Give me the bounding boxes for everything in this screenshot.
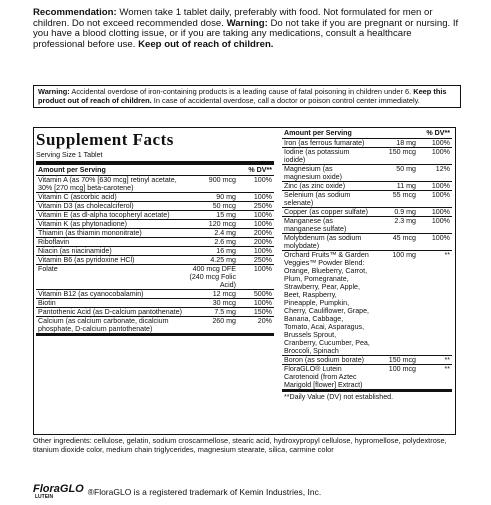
nutrient-dv: ** [444, 356, 450, 364]
nutrient-amount: 400 mcg DFE (240 mcg Folic Acid) [189, 265, 236, 289]
nutrient-name: Iodine (as potassium iodide) [284, 148, 350, 164]
nutrient-row [282, 148, 452, 165]
facts-left-column [36, 128, 274, 336]
nutrient-amount: 0.9 mg [394, 208, 416, 216]
nutrient-row [36, 238, 274, 247]
nutrient-dv: ** [444, 365, 450, 373]
nutrient-name: Selenium (as sodium selenate) [284, 191, 351, 207]
nutrient-amount: 900 mcg [208, 176, 236, 184]
nutrient-amount: 15 mg [216, 211, 236, 219]
nutrient-name: Pantothenic Acid (as D-calcium pantothenate) [38, 308, 182, 316]
nutrient-amount: 100 mcg [388, 365, 416, 373]
amount-header-right: Amount per Serving [284, 129, 352, 137]
nutrient-row [36, 202, 274, 211]
nutrient-dv: 100% [253, 265, 272, 273]
nutrient-dv: 100% [431, 191, 450, 199]
recommendation-text [33, 8, 461, 50]
nutrient-row [36, 317, 274, 336]
nutrient-dv: 12% [435, 165, 450, 173]
trademark-notice: ®FloraGLO is a registered trademark of Kemin Industries, Inc. [87, 486, 322, 497]
nutrient-name: Vitamin K (as phytonadione) [38, 220, 127, 228]
other-ingredients: Other ingredients: cellulose, gelatin, sodium croscarmellose, stearic acid, hydroxypropyl cellulose, hypromellose, polydextrose, titanium dioxide color, medium chain triglycerides, magnesium stearate, silica, carmine color [33, 436, 447, 454]
nutrient-name: Folate [38, 265, 58, 273]
serving-size: Serving Size 1 Tablet [36, 150, 274, 165]
nutrient-row [36, 256, 274, 265]
nutrient-amount: 16 mg [216, 247, 236, 255]
nutrient-row [282, 234, 452, 251]
nutrient-name: Biotin [38, 299, 56, 307]
nutrient-dv: ** [444, 251, 450, 259]
nutrient-row [36, 247, 274, 256]
nutrient-amount: 55 mcg [392, 191, 416, 199]
nutrient-dv: 200% [253, 238, 272, 246]
facts-right-column [282, 128, 452, 402]
nutrient-row [36, 220, 274, 229]
nutrient-amount: 18 mg [396, 139, 416, 147]
logo-text: FloraGLO [33, 483, 84, 495]
nutrient-name: Boron (as sodium borate) [284, 356, 365, 364]
nutrient-amount: 45 mcg [392, 234, 416, 242]
nutrient-amount: 50 mg [396, 165, 416, 173]
dv-header: % DV** [248, 166, 272, 174]
brand-line [33, 483, 321, 500]
nutrient-amount: 2.4 mg [214, 229, 236, 237]
nutrient-amount: 150 mcg [388, 356, 416, 364]
iron-warning-text2: In case of accidental overdose, call a doctor or poison control center immediately. [151, 95, 420, 105]
nutrient-dv: 250% [253, 256, 272, 264]
dv-footnote: **Daily Value (DV) not established. [284, 393, 394, 401]
nutrient-dv: 100% [431, 139, 450, 147]
nutrient-row [282, 139, 452, 148]
amount-header: Amount per Serving [38, 166, 106, 174]
nutrient-name: Vitamin C (ascorbic acid) [38, 193, 117, 201]
iron-warning-text1: Accidental overdose of iron-containing products is a leading cause of fatal poisoning in children under 6. [69, 87, 414, 96]
nutrient-name: Thiamin (as thiamin mononitrate) [38, 229, 142, 237]
iron-warning-box [33, 85, 461, 108]
nutrient-row [282, 217, 452, 234]
nutrient-name: Vitamin E (as dl-alpha tocopheryl acetate) [38, 211, 170, 219]
nutrient-dv: 100% [431, 148, 450, 156]
nutrient-row [36, 193, 274, 202]
nutrient-amount: 11 mg [396, 182, 416, 190]
nutrient-amount: 120 mcg [208, 220, 236, 228]
nutrient-amount: 30 mcg [212, 299, 236, 307]
nutrient-dv: 100% [253, 176, 272, 184]
nutrient-name: Iron (as ferrous fumarate) [284, 139, 365, 147]
floraglo-logo [33, 483, 84, 500]
nutrient-row [36, 265, 274, 290]
facts-right-rows [282, 139, 452, 392]
nutrient-row [282, 251, 452, 356]
nutrient-name: Vitamin D3 (as cholecalciferol) [38, 202, 134, 210]
nutrient-amount: 100 mg [392, 251, 416, 259]
recommendation-body: Women take 1 tablet daily, preferably with food. Not formulated for men or children. Do not exceed recommended dose. [33, 7, 433, 29]
nutrient-name: Molybdenum (as sodium molybdate) [284, 234, 362, 250]
iron-warning-label: Warning: [38, 87, 70, 96]
facts-title: Supplement Facts [36, 130, 174, 149]
nutrient-amount: 4.25 mg [210, 256, 236, 264]
nutrient-dv: 100% [253, 211, 272, 219]
nutrient-dv: 500% [253, 290, 272, 298]
nutrient-row [282, 182, 452, 191]
nutrient-dv: 200% [253, 229, 272, 237]
nutrient-row [36, 176, 274, 193]
nutrient-amount: 150 mcg [388, 148, 416, 156]
iron-warning-bold: Keep this product out of reach of children. [38, 87, 447, 105]
nutrient-dv: 100% [253, 299, 272, 307]
nutrient-name: Niacin (as niacinamide) [38, 247, 112, 255]
nutrient-amount: 7.5 mg [214, 308, 236, 316]
nutrient-dv: 100% [431, 208, 450, 216]
nutrient-name: Vitamin B12 (as cyanocobalamin) [38, 290, 144, 298]
nutrient-amount: 260 mg [212, 317, 236, 325]
nutrient-name: Manganese (as manganese sulfate) [284, 217, 347, 233]
dv-header-right: % DV** [426, 129, 450, 137]
nutrient-row [36, 229, 274, 238]
nutrient-amount: 2.6 mg [214, 238, 236, 246]
nutrient-row [282, 208, 452, 217]
nutrient-amount: 12 mcg [212, 290, 236, 298]
nutrient-name: Orchard Fruits™ & Garden Veggies™ Powder Blend: Orange, Blueberry, Carrot, Plum, Pomegranate, Strawberry, Pear, Apple, Beet, Raspberry, Pineapple, Pumpkin, Cherry, Cauliflower, Grape, Banana, Cabbage, Tomato, Acai, Asparagus, Brussels Sprout, Cranberry, Cucumber, Pea, Broccoli, Spinach [284, 251, 370, 355]
nutrient-dv: 100% [253, 220, 272, 228]
nutrient-dv: 100% [253, 193, 272, 201]
nutrient-row [36, 211, 274, 220]
nutrient-dv: 100% [431, 234, 450, 242]
facts-header-left [36, 165, 274, 176]
nutrient-name: Riboflavin [38, 238, 70, 246]
nutrient-row [282, 191, 452, 208]
nutrient-name: Magnesium (as magnesium oxide) [284, 165, 342, 181]
nutrient-amount: 90 mg [216, 193, 236, 201]
nutrient-row [36, 299, 274, 308]
nutrient-amount: 50 mcg [212, 202, 236, 210]
keep-out-text: Keep out of reach of children. [138, 38, 274, 50]
nutrient-dv: 100% [431, 217, 450, 225]
nutrient-name: Calcium (as calcium carbonate, dicalcium phosphate, D-calcium pantothenate) [38, 317, 169, 333]
nutrient-row [282, 365, 452, 392]
nutrient-row [282, 356, 452, 365]
nutrient-row [282, 165, 452, 182]
nutrient-name: Vitamin B6 (as pyridoxine HCl) [38, 256, 135, 264]
nutrient-name: Vitamin A (as 70% [630 mcg] retinyl acetate, 30% [270 mcg] beta-carotene) [38, 176, 177, 192]
nutrient-dv: 150% [253, 308, 272, 316]
logo-sub: LUTEIN [35, 494, 54, 500]
nutrient-row [36, 290, 274, 299]
nutrient-row [36, 308, 274, 317]
nutrient-name: Copper (as copper sulfate) [284, 208, 368, 216]
nutrient-dv: 20% [257, 317, 272, 325]
nutrient-name: FloraGLO® Lutein Carotenoid (from Aztec Marigold [flower] Extract) [284, 365, 363, 389]
nutrient-dv: 100% [253, 247, 272, 255]
nutrient-amount: 2.3 mg [394, 217, 416, 225]
supplement-facts-panel [33, 127, 456, 435]
nutrient-dv: 100% [431, 182, 450, 190]
nutrient-name: Zinc (as zinc oxide) [284, 182, 346, 190]
nutrient-dv: 250% [253, 202, 272, 210]
warning-label: Warning: [226, 17, 268, 29]
warning-body: Do not take if you are pregnant or nursing. If you have a blood clotting issue, or if you are taking any medications, consult a healthcare professional before use. [33, 17, 459, 50]
recommendation-label: Recommendation: [33, 7, 117, 18]
facts-left-rows [36, 176, 274, 336]
facts-header-right [282, 128, 452, 139]
